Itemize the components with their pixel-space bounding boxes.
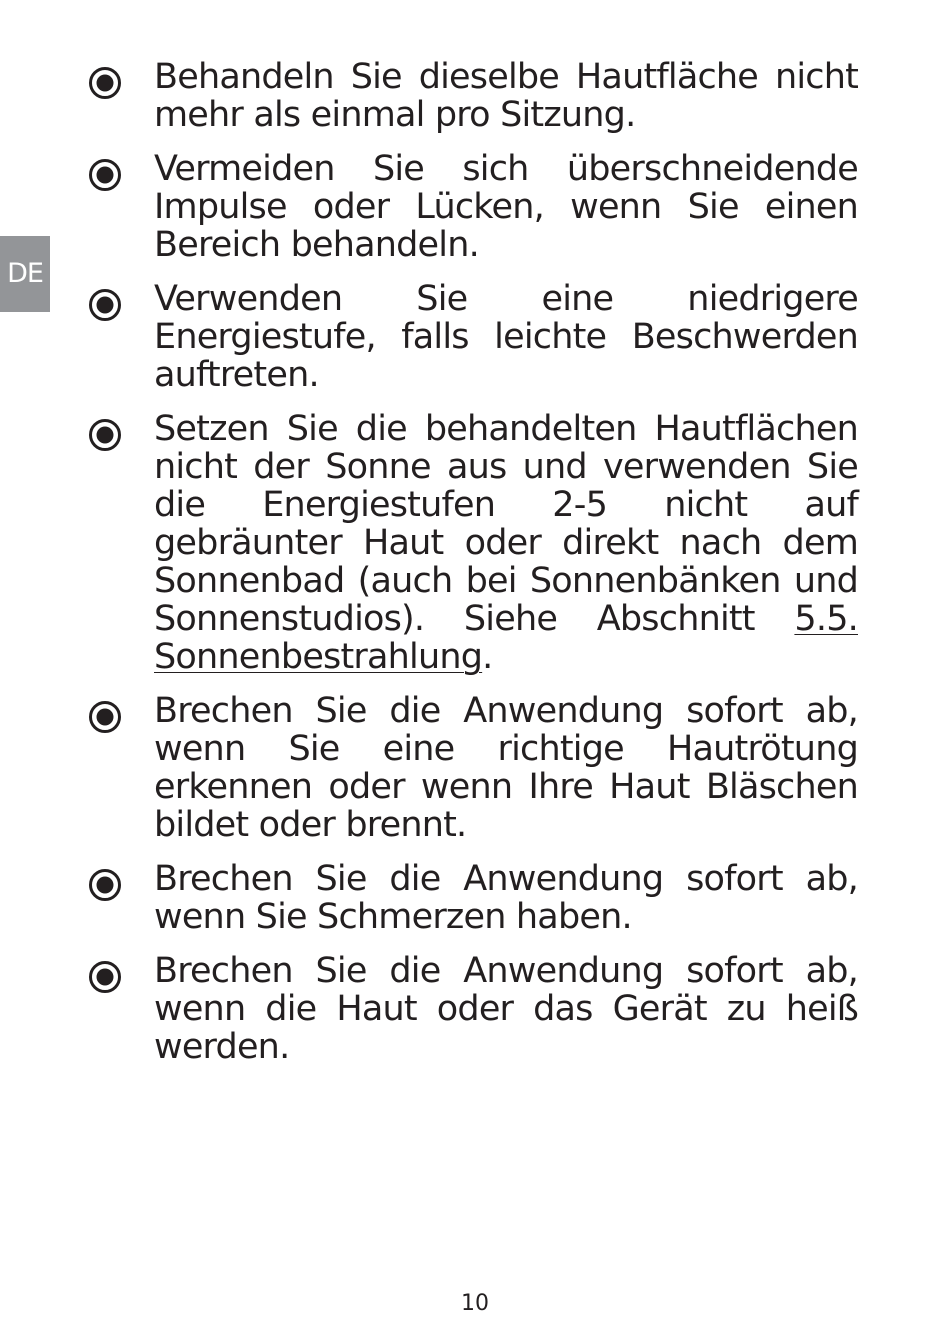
list-item-text: Brechen Sie die Anwendung sofort ab, wenn Sie Schmerzen haben. xyxy=(154,859,858,937)
list-item xyxy=(88,952,858,1066)
radio-bullet-icon xyxy=(88,868,122,902)
safety-instructions-list xyxy=(88,58,858,1082)
list-item-text: Vermeiden Sie sich überschneidende Impulse oder Lücken, wenn Sie einen Bereich behandeln. xyxy=(154,149,858,265)
radio-bullet-icon xyxy=(88,700,122,734)
section-link-sun-exposure[interactable]: 5.5. Sonnenbestrahlung xyxy=(154,599,858,677)
list-item xyxy=(88,150,858,264)
list-item-text: Brechen Sie die Anwendung sofort ab, wenn Sie eine richtige Hautrötung erkennen oder wenn Ihre Haut Bläschen bildet oder brennt. xyxy=(154,691,858,845)
list-item-text: Verwenden Sie eine niedrigere Energiestufe, falls leichte Beschwerden auftreten. xyxy=(154,279,858,395)
list-item xyxy=(88,692,858,844)
list-item xyxy=(88,410,858,676)
page-number: 10 xyxy=(461,1291,489,1316)
list-item-text-part: Setzen Sie die behandelten Hautflächen nicht der Sonne aus und verwenden Sie die Energiestufen 2-5 nicht auf gebräunter Haut oder direkt nach dem Sonnenbad (auch bei Sonnenbänken und Sonnenstudios). Siehe Abschnitt xyxy=(154,409,858,639)
list-item-text xyxy=(154,410,858,676)
list-item xyxy=(88,860,858,936)
radio-bullet-icon xyxy=(88,418,122,452)
list-item-text: Behandeln Sie dieselbe Hautfläche nicht mehr als einmal pro Sitzung. xyxy=(154,57,858,135)
list-item-text-part: . xyxy=(482,637,493,677)
radio-bullet-icon xyxy=(88,158,122,192)
radio-bullet-icon xyxy=(88,288,122,322)
list-item-text: Brechen Sie die Anwendung sofort ab, wenn die Haut oder das Gerät zu heiß werden. xyxy=(154,951,858,1067)
list-item xyxy=(88,280,858,394)
list-item xyxy=(88,58,858,134)
radio-bullet-icon xyxy=(88,960,122,994)
language-tab: DE xyxy=(0,236,50,312)
radio-bullet-icon xyxy=(88,66,122,100)
